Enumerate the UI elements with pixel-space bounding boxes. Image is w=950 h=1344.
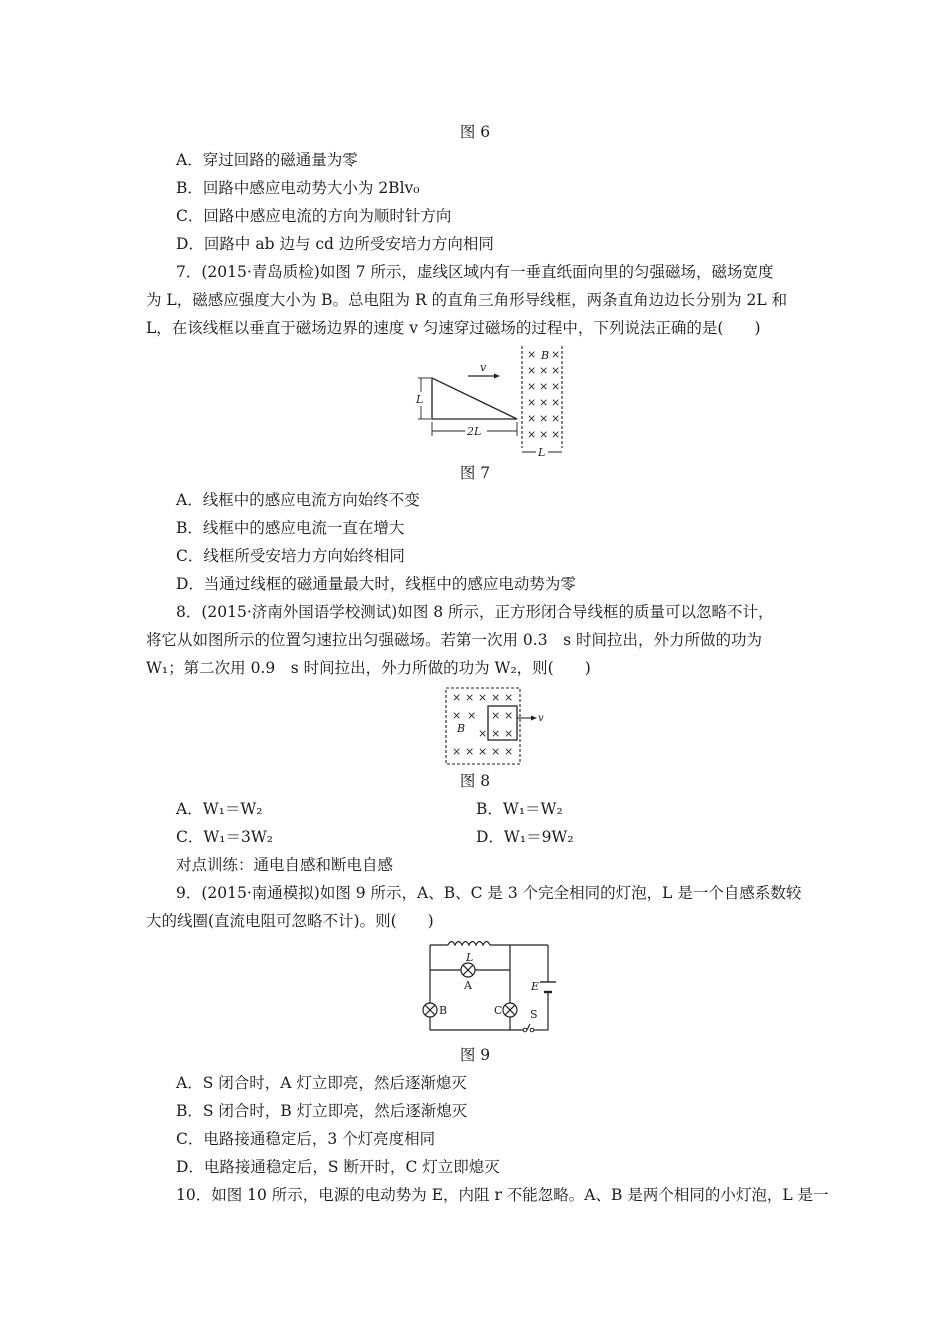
q7-option-d: D．当通过线框的磁通量最大时，线框中的感应电动势为零 xyxy=(176,575,576,593)
q7-stem-line-2: 为 L，磁感应强度大小为 B。总电阻为 R 的直角三角形导线框，两条直角边边长分别为 2L 和 xyxy=(146,291,788,309)
fig9-label-B: B xyxy=(439,1004,448,1017)
fig8-label-v: v xyxy=(538,713,544,724)
q7-option-a: A．线框中的感应电流方向始终不变 xyxy=(176,491,420,509)
q8-option-c: C．W₁＝3W₂ xyxy=(176,828,274,846)
fig6-caption: 图 6 xyxy=(459,123,491,141)
svg-text:×: × xyxy=(491,709,501,722)
svg-text:×: × xyxy=(551,348,561,361)
svg-text:×: × xyxy=(491,691,501,704)
svg-text:×: × xyxy=(478,727,488,740)
svg-text:×: × xyxy=(504,727,514,740)
fig7-label-L-width: L xyxy=(538,446,546,459)
q7-stem-line-3: L，在该线框以垂直于磁场边界的速度 v 匀速穿过磁场的过程中，下列说法正确的是( ) xyxy=(146,319,761,337)
svg-text:×: × xyxy=(504,709,514,722)
svg-text:×: × xyxy=(478,745,488,758)
q8-option-b: B．W₁＝W₂ xyxy=(476,800,563,818)
svg-text:×: × xyxy=(491,745,501,758)
svg-text:×: × xyxy=(539,412,549,425)
q7-option-c: C．线框所受安培力方向始终相同 xyxy=(176,547,405,565)
svg-text:×: × xyxy=(527,412,537,425)
q9-option-a: A．S 闭合时，A 灯立即亮，然后逐渐熄灭 xyxy=(176,1074,467,1092)
q8-stem-line-2: 将它从如图所示的位置匀速拉出匀强磁场。若第一次用 0.3 s 时间拉出，外力所做的功为 xyxy=(146,631,762,649)
q6-option-c: C．回路中感应电流的方向为顺时针方向 xyxy=(176,207,452,225)
fig7-label-B: B xyxy=(541,349,550,362)
svg-text:×: × xyxy=(539,428,549,441)
svg-text:×: × xyxy=(491,727,501,740)
q10-stem-line-1: 10．如图 10 所示，电源的电动势为 E，内阻 r 不能忽略。A、B 是两个相同的小灯泡，L 是一 xyxy=(176,1186,829,1204)
svg-text:×: × xyxy=(504,745,514,758)
fig9-label-C: C xyxy=(494,1004,503,1017)
svg-text:×: × xyxy=(467,709,477,722)
svg-text:×: × xyxy=(465,745,475,758)
svg-text:×: × xyxy=(478,691,488,704)
svg-text:×: × xyxy=(551,380,561,393)
fig9-circuit-diagram xyxy=(418,938,558,1038)
q7-stem-line-1: 7．(2015·青岛质检)如图 7 所示，虚线区域内有一垂直纸面向里的匀强磁场，磁场宽度 xyxy=(176,263,774,281)
fig8-label-B: B xyxy=(457,722,466,735)
q8-option-a: A．W₁＝W₂ xyxy=(176,800,263,818)
fig9-lamp-a xyxy=(461,963,475,977)
svg-text:×: × xyxy=(551,412,561,425)
fig7-diagram xyxy=(410,340,590,460)
q6-option-a: A．穿过回路的磁通量为零 xyxy=(176,151,358,169)
svg-text:×: × xyxy=(504,691,514,704)
fig9-lamp-c xyxy=(503,1003,517,1017)
svg-text:×: × xyxy=(452,709,462,722)
section-title: 对点训练：通电自感和断电自感 xyxy=(176,856,394,874)
svg-text:×: × xyxy=(539,396,549,409)
svg-text:×: × xyxy=(551,364,561,377)
q7-option-b: B．线框中的感应电流一直在增大 xyxy=(176,519,405,537)
fig8-caption: 图 8 xyxy=(459,772,491,790)
q8-stem-line-1: 8．(2015·济南外国语学校测试)如图 8 所示，正方形闭合导线框的质量可以忽略不计， xyxy=(176,603,774,621)
fig9-lamp-b xyxy=(423,1003,437,1017)
svg-text:×: × xyxy=(452,691,462,704)
q9-option-b: B．S 闭合时，B 灯立即亮，然后逐渐熄灭 xyxy=(176,1102,468,1120)
fig9-label-S: S xyxy=(530,1008,538,1021)
fig9-caption: 图 9 xyxy=(459,1046,491,1064)
svg-text:×: × xyxy=(465,691,475,704)
svg-text:×: × xyxy=(527,396,537,409)
q9-stem-line-1: 9．(2015·南通模拟)如图 9 所示，A、B、C 是 3 个完全相同的灯泡，L 是一个自感系数较 xyxy=(176,884,802,902)
svg-text:×: × xyxy=(551,428,561,441)
q6-option-b: B．回路中感应电动势大小为 2Blv₀ xyxy=(176,179,420,197)
fig7-triangle-frame xyxy=(432,378,517,419)
q9-option-d: D．电路接通稳定后，S 断开时，C 灯立即熄灭 xyxy=(176,1158,500,1176)
svg-text:×: × xyxy=(527,364,537,377)
svg-text:×: × xyxy=(527,348,537,361)
svg-text:×: × xyxy=(539,380,549,393)
fig8-diagram xyxy=(440,684,550,768)
svg-text:×: × xyxy=(551,396,561,409)
fig9-label-E: E xyxy=(531,980,540,993)
fig7-caption: 图 7 xyxy=(459,464,491,482)
q6-option-d: D．回路中 ab 边与 cd 边所受安培力方向相同 xyxy=(176,235,494,253)
fig7-label-L-side: L xyxy=(416,393,424,406)
svg-text:×: × xyxy=(527,428,537,441)
q8-option-d: D．W₁＝9W₂ xyxy=(476,828,574,846)
fig7-label-2L: 2L xyxy=(467,425,482,438)
fig9-label-L: L xyxy=(466,951,474,964)
svg-text:×: × xyxy=(527,380,537,393)
fig7-label-v: v xyxy=(480,361,487,374)
fig9-label-A: A xyxy=(464,979,472,992)
q9-stem-line-2: 大的线圈(直流电阻可忽略不计)。则( ) xyxy=(146,912,434,930)
q9-option-c: C．电路接通稳定后，3 个灯亮度相同 xyxy=(176,1130,436,1148)
svg-text:×: × xyxy=(452,745,462,758)
q8-stem-line-3: W₁；第二次用 0.9 s 时间拉出，外力所做的功为 W₂，则( ) xyxy=(146,659,591,677)
fig9-inductor-coil xyxy=(448,942,490,946)
svg-text:×: × xyxy=(539,364,549,377)
